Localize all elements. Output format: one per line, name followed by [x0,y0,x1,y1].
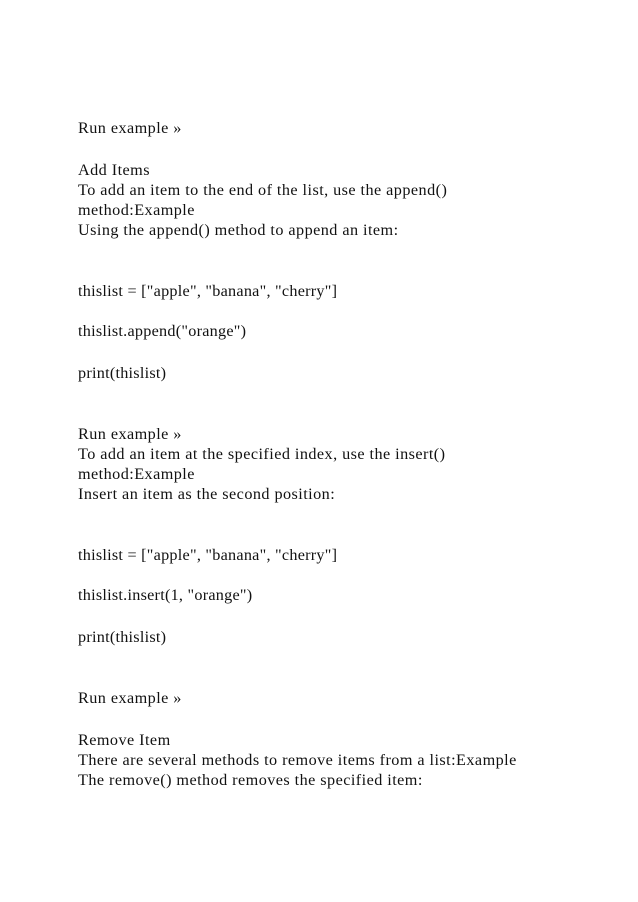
code-line: print(thislist) [78,364,167,382]
body-text-line: method:Example [78,465,195,483]
run-example-link-2[interactable]: Run example » [78,425,182,443]
code-line: print(thislist) [78,628,167,646]
code-line: thislist = ["apple", "banana", "cherry"] [78,546,338,564]
body-text-line: There are several methods to remove items from a list:Example [78,751,517,769]
example-caption: Insert an item as the second position: [78,485,336,503]
example-caption: Using the append() method to append an item: [78,221,399,239]
body-text-line: method:Example [78,201,195,219]
section-heading-add-items: Add Items [78,161,150,179]
body-text-line: The remove() method removes the specified item: [78,771,423,789]
code-line: thislist = ["apple", "banana", "cherry"] [78,282,338,300]
code-line: thislist.append("orange") [78,322,247,340]
run-example-link-3[interactable]: Run example » [78,689,182,707]
run-example-link-1[interactable]: Run example » [78,119,182,137]
body-text-line: To add an item at the specified index, use the insert() [78,445,446,463]
body-text-line: To add an item to the end of the list, use the append() [78,181,448,199]
code-line: thislist.insert(1, "orange") [78,586,253,604]
section-heading-remove-item: Remove Item [78,731,171,749]
